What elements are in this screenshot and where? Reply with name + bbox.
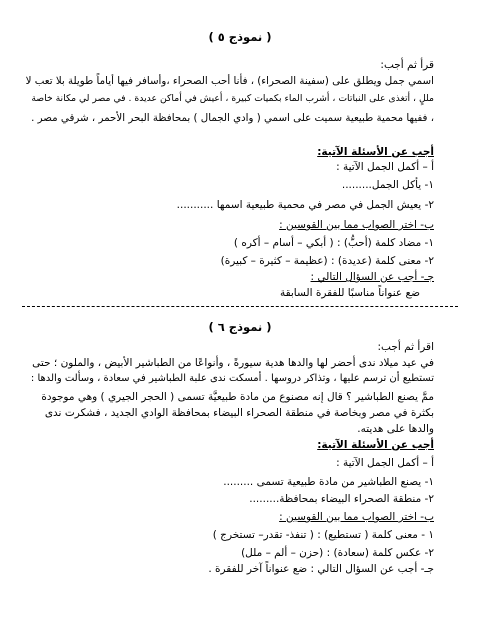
model-5-passage-line-3: ، ففيها محمية طبيعية سميت على اسمي ( وادي الجمال ) بمحافظة البحر الأحمر ، شرقي مصر .: [31, 112, 434, 124]
model-5-intro: قرأ ثم أجب:: [380, 59, 434, 71]
model-6-passage-line-3: ممَّ يصنع الطباشير ؟ قال إنه مصنوع من مادة طبيعيَّة تسمى ( الحجر الجيري ) وهي موجودة: [41, 391, 434, 403]
model-6-complete-item-1: ١- يصنع الطباشير من مادة طبيعية تسمى .........: [223, 476, 434, 488]
model-6-choose-item-1: ١ - معنى كلمة ( تستطيع) : ( تنفذ- تقدر– تستخرج ): [212, 529, 434, 541]
model-6-complete-heading: أ – أكمل الجمل الآتية :: [336, 457, 434, 469]
section-separator: [22, 306, 458, 307]
model-5-choose-heading: ب- اختر الصواب مما بين القوسين :: [279, 219, 434, 231]
model-6-passage-line-2: تستطيع أن ترسم عليها ، وتذاكر دروسها . أمسكت ندى علبة الطباشير في سعادة ، وسألت والدها :: [30, 373, 434, 384]
model-6-passage-line-1: في عيد ميلاد ندى أحضر لها والدها هدية سيورةً ، وأنواعًا من الطباشير الأبيض ، والملون ؛ حتى: [32, 357, 434, 369]
model-5-answer-prompt: ضع عنواناً مناسبًا للفقرة السابقة: [279, 287, 420, 299]
model-5-passage-line-2: مللٍ ، أتغذى على النباتات ، أشرب الماء بكميات كبيرة ، أعيش في أماكن عديدة . في مصر لي مكانة خاصة: [31, 93, 434, 104]
model-6-passage-line-4: بكثرة في مصر وبخاصة في منطقة الصحراء البيضاء بمحافظة الوادي الجديد ، فشكرت ندى: [44, 407, 434, 419]
model-6-passage-line-5: والدها على هديته.: [357, 423, 434, 435]
model-6-questions-heading: أجب عن الأسئلة الآتية:: [317, 439, 434, 451]
model-6-choose-heading: ب- اختر الصواب مما بين القوسين :: [279, 511, 434, 523]
model-5-questions-heading: أجب عن الأسئلة الآتية:: [317, 146, 434, 158]
model-5-answer-heading: جـ- أجب عن السؤال التالي :: [310, 271, 434, 283]
model-5-complete-item-1: ١- يأكل الجمل.........: [341, 179, 434, 191]
model-5-complete-heading: أ – أكمل الجمل الآتية :: [336, 161, 434, 173]
model-6-intro: اقرأ ثم أجب:: [377, 341, 434, 353]
model-5-complete-item-2: ٢- يعيش الجمل في مصر في محمية طبيعية اسمها ...........: [176, 199, 434, 211]
model-6-complete-item-2: ٢- منطقة الصحراء البيضاء بمحافظة.........: [249, 493, 434, 505]
model-5-passage-line-1: اسمي جمل ويطلق على (سفينة الصحراء) ، فأنا أحب الصحراء ،وأسافر فيها أياماً طويلة بلا تعب لا: [25, 75, 434, 87]
model-5-choose-item-2: ٢- معنى كلمة (عديدة) : (عظيمة – كثيرة – كبيرة): [220, 255, 434, 267]
model-6-answer-prompt: جـ- أجب عن السؤال التالي : ضع عنواناً آخر للفقرة .: [208, 563, 434, 575]
model-5-choose-item-1: ١- مضاد كلمة (أحبُّ) : ( أبكي – أسام – أكره ): [233, 237, 434, 249]
model-5-title: ( نموذج ٥ ): [208, 30, 272, 44]
model-6-choose-item-2: ٢- عكس كلمة (سعادة) : (حزن – ألم – ملل): [241, 547, 434, 559]
model-6-title: ( نموذج ٦ ): [208, 320, 272, 334]
